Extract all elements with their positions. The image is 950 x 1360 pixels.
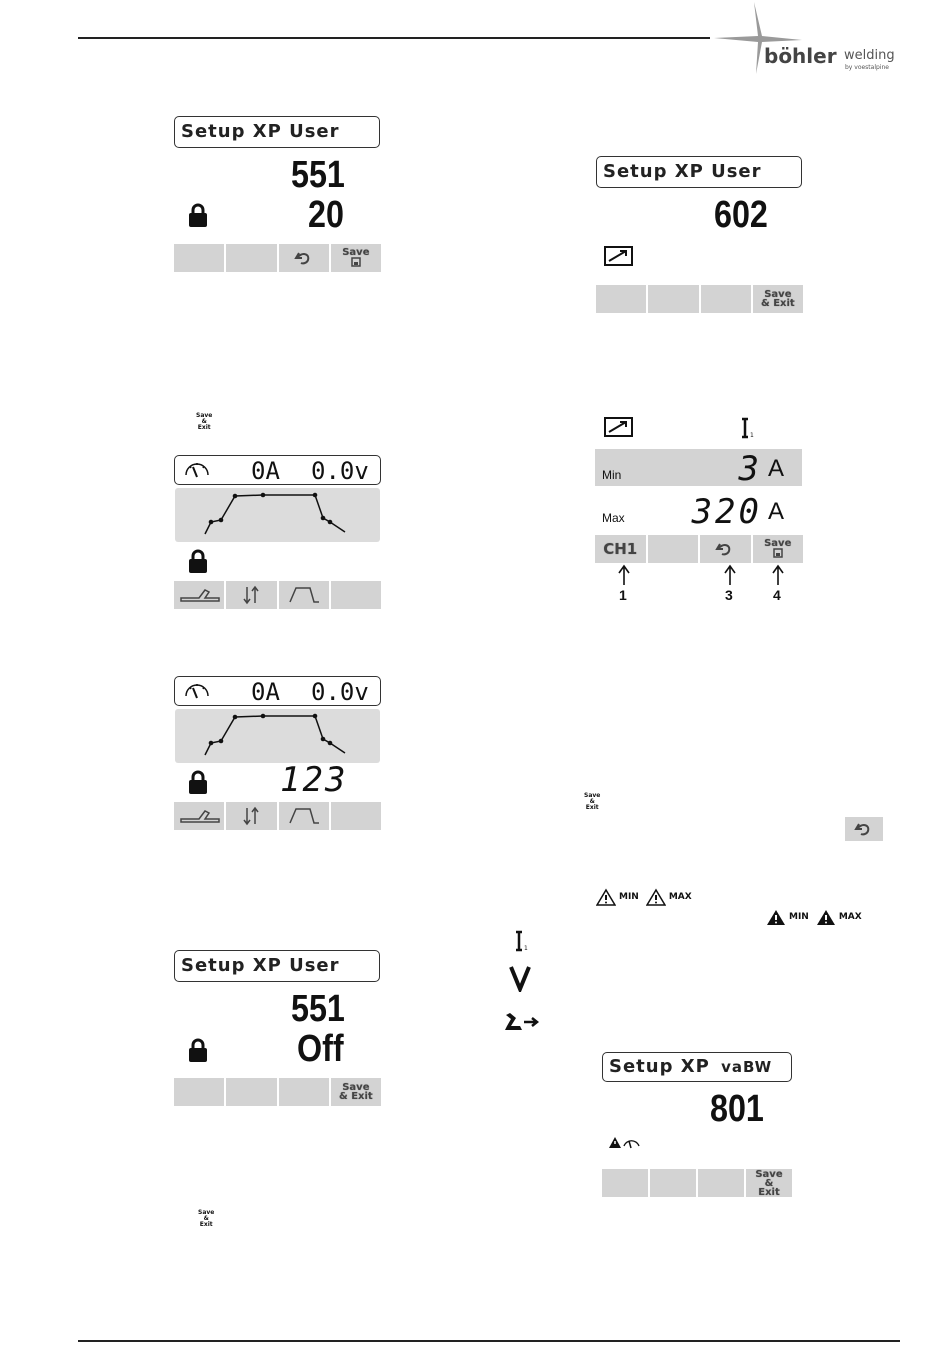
softkey-4[interactable]: [331, 581, 381, 609]
save-exit-key-icon: [196, 413, 212, 431]
current-readout: 0A: [251, 457, 280, 485]
softkey-3[interactable]: [279, 1078, 331, 1106]
amp-text: &: [201, 418, 207, 425]
up-down-arrows-icon: [240, 805, 262, 827]
warning-filled-icon: [766, 908, 786, 926]
softkey-pulse[interactable]: [279, 581, 331, 609]
title-prefix: Setup XP: [609, 1056, 710, 1077]
softkey-bar: [174, 1078, 381, 1106]
undo-icon: [853, 820, 875, 838]
warning-outline-icon: [646, 888, 666, 906]
save-disk-icon: [351, 257, 361, 267]
save-disk-icon: [773, 548, 783, 558]
max-value: 320: [691, 492, 762, 532]
footer-rule: [78, 1340, 900, 1342]
exit-text: Exit: [585, 804, 599, 811]
svg-text:1: 1: [524, 945, 528, 952]
softkey-bar: [595, 535, 803, 563]
exit-text: Exit: [197, 424, 211, 431]
softkey-bar: [174, 802, 381, 830]
undo-key-icon: [845, 817, 883, 841]
softkey-save-exit[interactable]: [753, 285, 803, 313]
welding-program-graph: [175, 488, 380, 542]
min-unit: A: [767, 455, 784, 482]
arrow-up-icon: [771, 564, 785, 586]
program-curve: [175, 488, 380, 542]
lock-icon: [187, 203, 209, 228]
min-label: MIN: [619, 892, 639, 902]
softkey-undo[interactable]: [279, 244, 331, 272]
save-exit-key-icon: [584, 793, 600, 811]
softkey-2[interactable]: [648, 285, 700, 313]
current-i1-icon: [514, 929, 530, 953]
parameter-value: 20: [308, 194, 344, 236]
min-value: 3: [738, 449, 762, 489]
brand-logo: [712, 0, 902, 80]
current-readout: 0A: [251, 678, 280, 706]
warning-gauge-icon: [608, 1134, 642, 1152]
save-text: Save: [196, 412, 213, 419]
save-text: Save: [584, 792, 601, 799]
softkey-1[interactable]: [174, 244, 226, 272]
brand-subtitle: by voestalpine: [845, 64, 889, 71]
softkey-bar: [174, 244, 381, 272]
parameter-value: Off: [297, 1028, 344, 1070]
undo-icon: [293, 249, 315, 267]
softkey-updown[interactable]: [226, 581, 278, 609]
softkey-2[interactable]: [226, 1078, 278, 1106]
softkey-4[interactable]: [331, 802, 381, 830]
welding-program-graph: [175, 709, 380, 763]
amp-text: &: [589, 798, 595, 805]
warning-outline-min-max: [596, 888, 692, 906]
warning-filled-icon: [816, 908, 836, 926]
softkey-2[interactable]: [226, 244, 278, 272]
screen-title: Setup XP User: [174, 116, 380, 148]
gauge-icon: [183, 680, 211, 702]
softkey-3[interactable]: [698, 1169, 746, 1197]
min-label: MIN: [789, 912, 809, 922]
marker-label-4: 4: [773, 587, 781, 603]
amp-text: &: [203, 1215, 209, 1222]
softkey-torch[interactable]: [174, 802, 226, 830]
parameter-number: 551: [291, 154, 345, 196]
max-label: MAX: [838, 912, 862, 922]
softkey-channel[interactable]: [595, 535, 648, 563]
pulse-shape-icon: [287, 805, 321, 827]
min-row[interactable]: [595, 449, 802, 489]
meter-bar: [174, 676, 381, 706]
softkey-undo[interactable]: [700, 535, 753, 563]
pulse-shape-icon: [287, 584, 321, 606]
meter-bar: [174, 455, 381, 485]
screen-title: [602, 1052, 792, 1082]
ramp-icon: [604, 417, 634, 437]
program-curve: [175, 709, 380, 763]
ramp-icon: [604, 246, 634, 266]
title-suffix: vaBW: [721, 1058, 773, 1076]
save-exit-label: Save & Exit: [755, 1168, 783, 1198]
softkey-save-exit[interactable]: [331, 1078, 381, 1106]
max-label: Max: [602, 511, 625, 525]
current-i1-icon: [740, 416, 756, 440]
warning-outline-icon: [596, 888, 616, 906]
torch-icon: [177, 805, 221, 827]
softkey-save[interactable]: [753, 535, 804, 563]
voltage-readout: 0.0v: [311, 678, 369, 706]
robot-icon: [502, 1008, 542, 1034]
save-exit-key-icon: [198, 1210, 214, 1228]
torch-icon: [177, 584, 221, 606]
min-label: Min: [602, 468, 622, 482]
softkey-1[interactable]: [602, 1169, 650, 1197]
svg-text:1: 1: [750, 432, 754, 439]
gauge-icon: [183, 459, 211, 481]
softkey-save[interactable]: [331, 244, 381, 272]
brand-suffix: welding: [844, 48, 895, 63]
save-exit-label: Save & Exit: [761, 289, 795, 309]
marker-label-1: 1: [619, 587, 627, 603]
marker-label-3: 3: [725, 587, 733, 603]
softkey-bar: [596, 285, 803, 313]
screen-title: Setup XP User: [174, 950, 380, 982]
max-label: MAX: [668, 892, 692, 902]
up-down-arrows-icon: [240, 584, 262, 606]
voltage-v-icon: [508, 964, 532, 992]
softkey-bar: [602, 1169, 792, 1197]
softkey-save-exit[interactable]: [746, 1169, 792, 1197]
parameter-number: 602: [714, 194, 768, 236]
save-label: Save: [764, 537, 792, 549]
undo-icon: [714, 540, 736, 558]
softkey-2[interactable]: [650, 1169, 698, 1197]
exit-text: Exit: [199, 1221, 213, 1228]
arrow-up-icon: [617, 564, 631, 586]
parameter-number: 551: [291, 988, 345, 1030]
channel-label: CH1: [603, 539, 638, 558]
softkey-3[interactable]: [701, 285, 753, 313]
header-rule: [78, 37, 710, 39]
softkey-1[interactable]: [596, 285, 648, 313]
max-unit: A: [767, 498, 784, 525]
lock-code-value: 123: [280, 760, 348, 800]
save-exit-label: Save & Exit: [339, 1082, 373, 1102]
parameter-number: 801: [710, 1088, 764, 1130]
voltage-readout: 0.0v: [311, 457, 369, 485]
max-row[interactable]: [595, 492, 802, 532]
arrow-up-icon: [723, 564, 737, 586]
lock-icon: [187, 549, 209, 574]
brand-name: böhler: [764, 44, 837, 68]
softkey-pulse[interactable]: [279, 802, 331, 830]
softkey-bar: [174, 581, 381, 609]
save-text: Save: [198, 1209, 215, 1216]
screen-title: Setup XP User: [596, 156, 802, 188]
softkey-2[interactable]: [648, 535, 701, 563]
softkey-torch[interactable]: [174, 581, 226, 609]
softkey-updown[interactable]: [226, 802, 278, 830]
lock-icon: [187, 770, 209, 795]
lock-icon: [187, 1038, 209, 1063]
save-label: Save: [342, 246, 370, 258]
warning-filled-min-max: [766, 908, 862, 926]
softkey-1[interactable]: [174, 1078, 226, 1106]
